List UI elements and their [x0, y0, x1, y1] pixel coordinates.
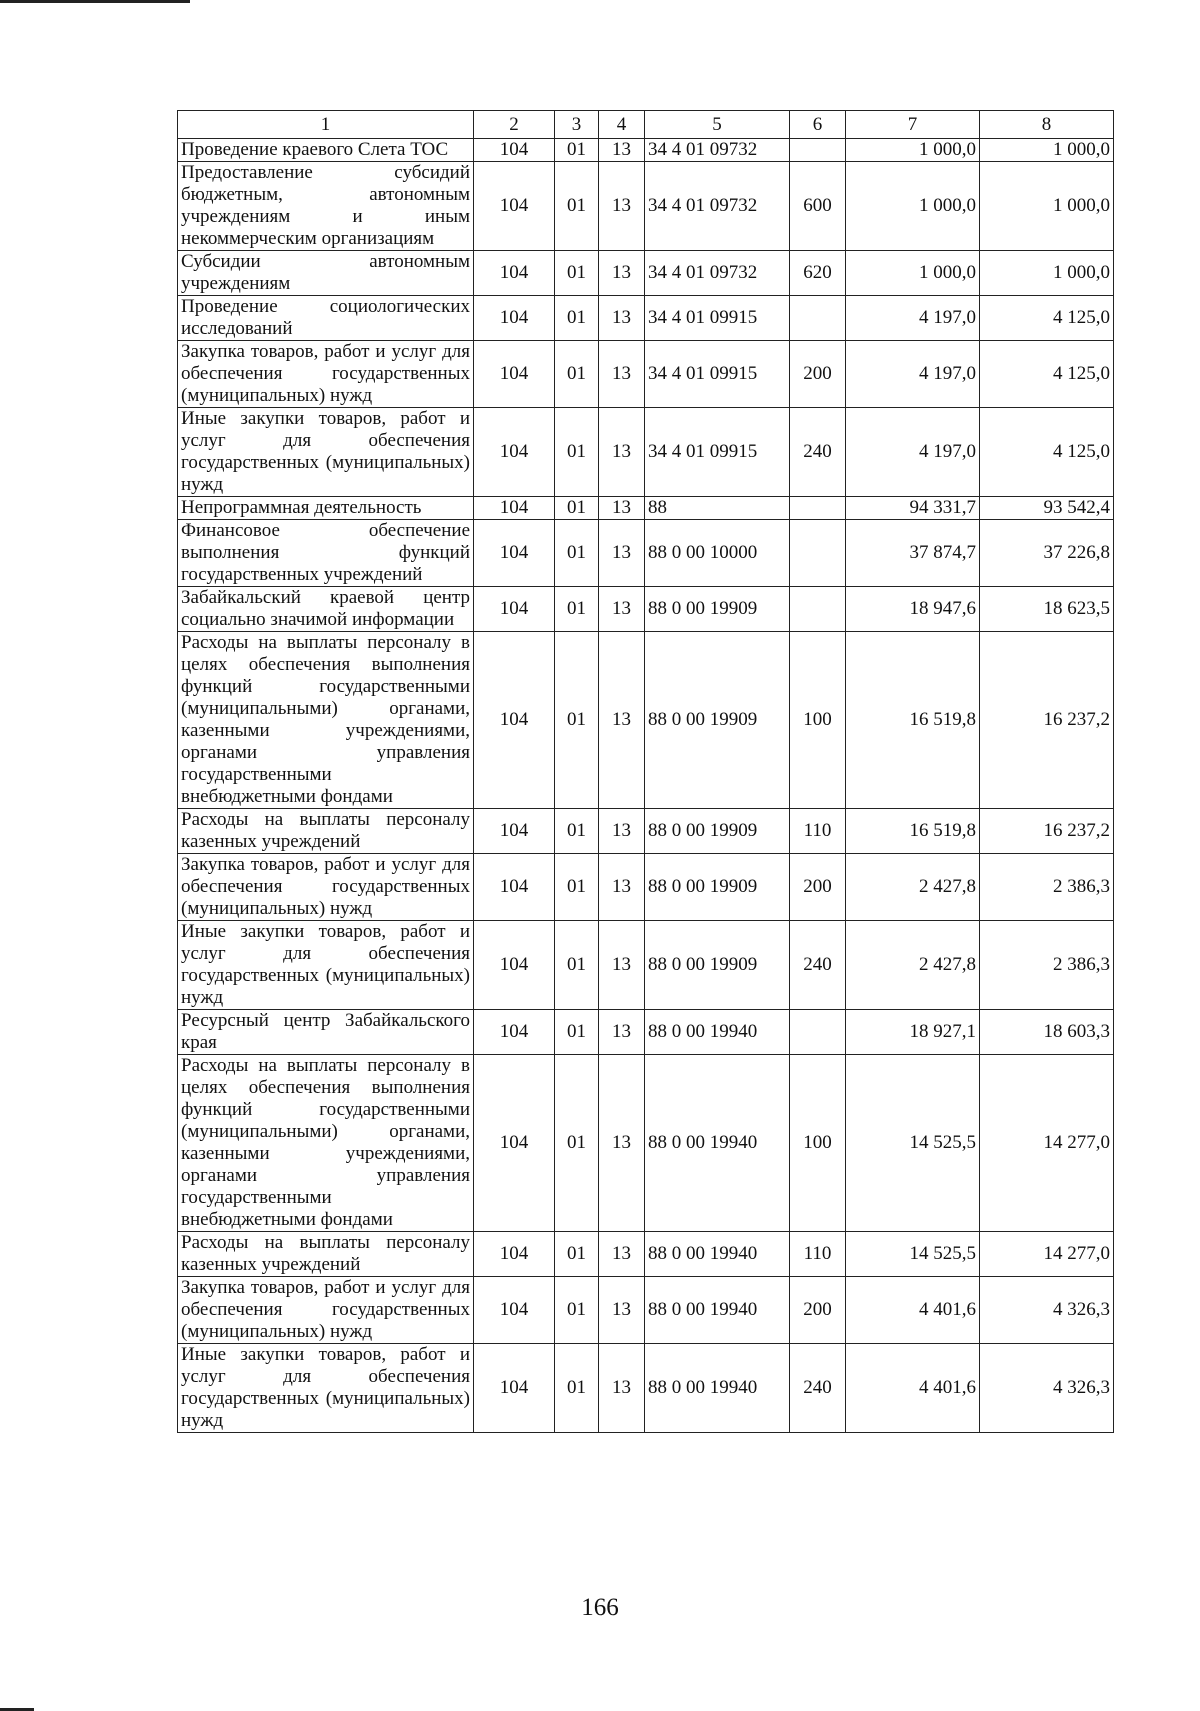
item-name-cell: Финансовое обеспечение выполнения функций государственных учреждений	[178, 520, 474, 587]
subsection-cell: 13	[599, 1344, 645, 1433]
table-body	[178, 111, 1114, 1433]
expense-type-cell: 240	[790, 408, 846, 497]
item-name-cell: Непрограммная деятельность	[178, 497, 474, 520]
amount-cell: 37 226,8	[980, 520, 1114, 587]
target-article-cell: 34 4 01 09732	[645, 139, 790, 162]
amount-cell: 1 000,0	[980, 251, 1114, 296]
code-cell: 104	[474, 408, 555, 497]
amount-cell: 4 125,0	[980, 408, 1114, 497]
target-article-cell: 34 4 01 09915	[645, 408, 790, 497]
subsection-cell: 13	[599, 296, 645, 341]
section-cell: 01	[555, 921, 599, 1010]
amount-cell: 18 603,3	[980, 1010, 1114, 1055]
table-row	[178, 139, 1114, 162]
target-article-cell: 34 4 01 09915	[645, 296, 790, 341]
section-cell: 01	[555, 139, 599, 162]
target-article-cell: 34 4 01 09915	[645, 341, 790, 408]
amount-cell: 18 623,5	[980, 587, 1114, 632]
item-name-cell: Закупка товаров, работ и услуг для обеспечения государственных (муниципальных) нужд	[178, 854, 474, 921]
table-row	[178, 1277, 1114, 1344]
target-article-cell: 88 0 00 19909	[645, 921, 790, 1010]
target-article-cell: 88 0 00 19940	[645, 1232, 790, 1277]
table-row	[178, 854, 1114, 921]
amount-cell: 1 000,0	[980, 139, 1114, 162]
target-article-cell: 88 0 00 19909	[645, 854, 790, 921]
subsection-cell: 13	[599, 587, 645, 632]
item-name-cell: Иные закупки товаров, работ и услуг для обеспечения государственных (муниципальных) нужд	[178, 408, 474, 497]
header-cell: 5	[645, 111, 790, 139]
section-cell: 01	[555, 1010, 599, 1055]
amount-cell: 1 000,0	[846, 251, 980, 296]
code-cell: 104	[474, 296, 555, 341]
section-cell: 01	[555, 296, 599, 341]
section-cell: 01	[555, 251, 599, 296]
expense-type-cell: 200	[790, 854, 846, 921]
code-cell: 104	[474, 854, 555, 921]
code-cell: 104	[474, 1277, 555, 1344]
section-cell: 01	[555, 1344, 599, 1433]
item-name-cell: Предоставление субсидий бюджетным, автономным учреждениям и иным некоммерческим организациям	[178, 162, 474, 251]
code-cell: 104	[474, 520, 555, 587]
amount-cell: 2 427,8	[846, 921, 980, 1010]
expense-type-cell: 110	[790, 1232, 846, 1277]
amount-cell: 37 874,7	[846, 520, 980, 587]
header-cell: 8	[980, 111, 1114, 139]
target-article-cell: 88 0 00 19909	[645, 587, 790, 632]
subsection-cell: 13	[599, 1010, 645, 1055]
section-cell: 01	[555, 520, 599, 587]
amount-cell: 2 386,3	[980, 921, 1114, 1010]
code-cell: 104	[474, 1344, 555, 1433]
header-cell: 4	[599, 111, 645, 139]
amount-cell: 16 519,8	[846, 809, 980, 854]
amount-cell: 16 237,2	[980, 632, 1114, 809]
table-row	[178, 1344, 1114, 1433]
amount-cell: 2 427,8	[846, 854, 980, 921]
header-row	[178, 111, 1114, 139]
table-row	[178, 162, 1114, 251]
page-number: 166	[581, 1594, 619, 1621]
header-cell: 2	[474, 111, 555, 139]
expense-type-cell	[790, 497, 846, 520]
subsection-cell: 13	[599, 854, 645, 921]
amount-cell: 2 386,3	[980, 854, 1114, 921]
subsection-cell: 13	[599, 162, 645, 251]
header-cell: 7	[846, 111, 980, 139]
amount-cell: 94 331,7	[846, 497, 980, 520]
target-article-cell: 88 0 00 19940	[645, 1055, 790, 1232]
amount-cell: 4 401,6	[846, 1344, 980, 1433]
target-article-cell: 88 0 00 19909	[645, 632, 790, 809]
expense-type-cell: 110	[790, 809, 846, 854]
item-name-cell: Расходы на выплаты персоналу казенных учреждений	[178, 1232, 474, 1277]
target-article-cell: 34 4 01 09732	[645, 162, 790, 251]
amount-cell: 18 927,1	[846, 1010, 980, 1055]
item-name-cell: Закупка товаров, работ и услуг для обеспечения государственных (муниципальных) нужд	[178, 1277, 474, 1344]
subsection-cell: 13	[599, 520, 645, 587]
amount-cell: 4 197,0	[846, 408, 980, 497]
subsection-cell: 13	[599, 408, 645, 497]
amount-cell: 4 125,0	[980, 341, 1114, 408]
section-cell: 01	[555, 1277, 599, 1344]
amount-cell: 1 000,0	[846, 162, 980, 251]
code-cell: 104	[474, 139, 555, 162]
target-article-cell: 34 4 01 09732	[645, 251, 790, 296]
expense-type-cell	[790, 139, 846, 162]
expense-type-cell: 240	[790, 921, 846, 1010]
table-row	[178, 408, 1114, 497]
amount-cell: 4 197,0	[846, 296, 980, 341]
subsection-cell: 13	[599, 341, 645, 408]
header-cell: 3	[555, 111, 599, 139]
table-row	[178, 632, 1114, 809]
table-row	[178, 296, 1114, 341]
item-name-cell: Забайкальский краевой центр социально значимой информации	[178, 587, 474, 632]
item-name-cell: Расходы на выплаты персоналу казенных учреждений	[178, 809, 474, 854]
amount-cell: 14 277,0	[980, 1232, 1114, 1277]
amount-cell: 4 125,0	[980, 296, 1114, 341]
target-article-cell: 88 0 00 19909	[645, 809, 790, 854]
amount-cell: 4 326,3	[980, 1277, 1114, 1344]
item-name-cell: Проведение краевого Слета ТОС	[178, 139, 474, 162]
section-cell: 01	[555, 809, 599, 854]
table-row	[178, 341, 1114, 408]
amount-cell: 4 401,6	[846, 1277, 980, 1344]
code-cell: 104	[474, 587, 555, 632]
amount-cell: 14 525,5	[846, 1055, 980, 1232]
table-row	[178, 1055, 1114, 1232]
amount-cell: 16 237,2	[980, 809, 1114, 854]
expense-type-cell: 100	[790, 632, 846, 809]
table-row	[178, 1010, 1114, 1055]
code-cell: 104	[474, 921, 555, 1010]
amount-cell: 14 525,5	[846, 1232, 980, 1277]
section-cell: 01	[555, 341, 599, 408]
item-name-cell: Закупка товаров, работ и услуг для обеспечения государственных (муниципальных) нужд	[178, 341, 474, 408]
amount-cell: 4 326,3	[980, 1344, 1114, 1433]
amount-cell: 93 542,4	[980, 497, 1114, 520]
item-name-cell: Расходы на выплаты персоналу в целях обеспечения выполнения функций государственными (муниципальными) органами, казенными учреждениями, органами управления государственными внебюджетными фондами	[178, 1055, 474, 1232]
expense-type-cell: 200	[790, 1277, 846, 1344]
item-name-cell: Иные закупки товаров, работ и услуг для обеспечения государственных (муниципальных) нужд	[178, 921, 474, 1010]
table-row	[178, 587, 1114, 632]
code-cell: 104	[474, 632, 555, 809]
expense-type-cell	[790, 296, 846, 341]
amount-cell: 1 000,0	[980, 162, 1114, 251]
item-name-cell: Иные закупки товаров, работ и услуг для обеспечения государственных (муниципальных) нужд	[178, 1344, 474, 1433]
table-row	[178, 520, 1114, 587]
target-article-cell: 88 0 00 19940	[645, 1277, 790, 1344]
amount-cell: 14 277,0	[980, 1055, 1114, 1232]
expense-type-cell: 620	[790, 251, 846, 296]
expense-type-cell: 100	[790, 1055, 846, 1232]
code-cell: 104	[474, 1055, 555, 1232]
scan-edge-top	[0, 0, 190, 3]
section-cell: 01	[555, 408, 599, 497]
table-row	[178, 251, 1114, 296]
subsection-cell: 13	[599, 1232, 645, 1277]
section-cell: 01	[555, 1055, 599, 1232]
item-name-cell: Проведение социологических исследований	[178, 296, 474, 341]
item-name-cell: Ресурсный центр Забайкальского края	[178, 1010, 474, 1055]
code-cell: 104	[474, 251, 555, 296]
target-article-cell: 88	[645, 497, 790, 520]
expense-type-cell	[790, 587, 846, 632]
section-cell: 01	[555, 162, 599, 251]
section-cell: 01	[555, 1232, 599, 1277]
subsection-cell: 13	[599, 921, 645, 1010]
table-row	[178, 921, 1114, 1010]
subsection-cell: 13	[599, 1277, 645, 1344]
section-cell: 01	[555, 587, 599, 632]
expense-type-cell	[790, 1010, 846, 1055]
target-article-cell: 88 0 00 10000	[645, 520, 790, 587]
item-name-cell: Расходы на выплаты персоналу в целях обеспечения выполнения функций государственными (муниципальными) органами, казенными учреждениями, органами управления государственными внебюджетными фондами	[178, 632, 474, 809]
subsection-cell: 13	[599, 251, 645, 296]
subsection-cell: 13	[599, 1055, 645, 1232]
code-cell: 104	[474, 1010, 555, 1055]
amount-cell: 1 000,0	[846, 139, 980, 162]
header-cell: 6	[790, 111, 846, 139]
amount-cell: 16 519,8	[846, 632, 980, 809]
budget-table	[177, 110, 1114, 1433]
header-cell: 1	[178, 111, 474, 139]
code-cell: 104	[474, 497, 555, 520]
expense-type-cell	[790, 520, 846, 587]
code-cell: 104	[474, 809, 555, 854]
section-cell: 01	[555, 632, 599, 809]
expense-type-cell: 200	[790, 341, 846, 408]
target-article-cell: 88 0 00 19940	[645, 1344, 790, 1433]
table-row	[178, 497, 1114, 520]
subsection-cell: 13	[599, 809, 645, 854]
amount-cell: 4 197,0	[846, 341, 980, 408]
table-row	[178, 1232, 1114, 1277]
code-cell: 104	[474, 341, 555, 408]
subsection-cell: 13	[599, 632, 645, 809]
section-cell: 01	[555, 497, 599, 520]
expense-type-cell: 600	[790, 162, 846, 251]
section-cell: 01	[555, 854, 599, 921]
item-name-cell: Субсидии автономным учреждениям	[178, 251, 474, 296]
expense-type-cell: 240	[790, 1344, 846, 1433]
target-article-cell: 88 0 00 19940	[645, 1010, 790, 1055]
subsection-cell: 13	[599, 139, 645, 162]
code-cell: 104	[474, 1232, 555, 1277]
table-row	[178, 809, 1114, 854]
subsection-cell: 13	[599, 497, 645, 520]
amount-cell: 18 947,6	[846, 587, 980, 632]
code-cell: 104	[474, 162, 555, 251]
